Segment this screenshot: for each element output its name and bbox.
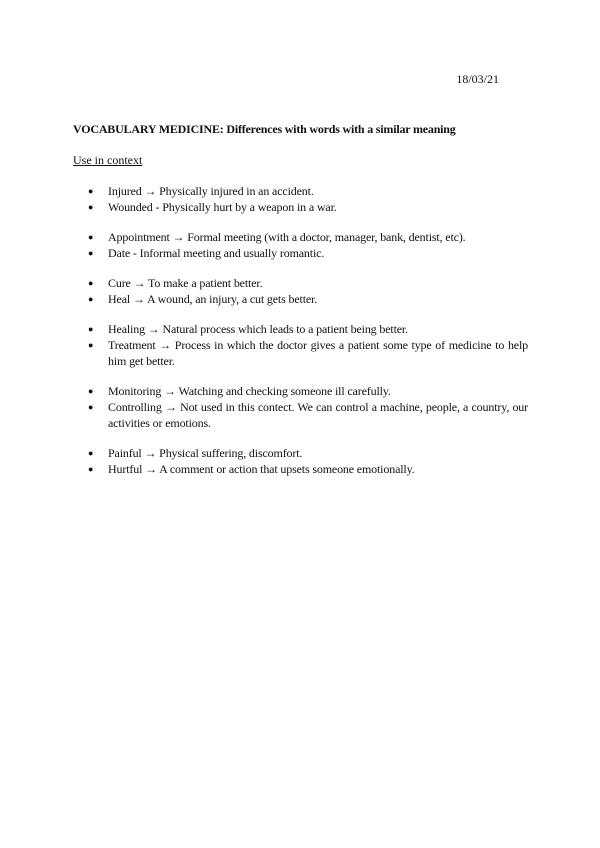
bullet-icon: ● [88,402,94,412]
list-item-text: Controlling → Not used in this contect. We can control a machine, people, a country, our activities or emotions. [108,400,528,430]
bullet-icon: ● [88,248,94,258]
bullet-icon: ● [88,186,94,196]
bullet-icon: ● [88,448,94,458]
list-item-text: Treatment → Process in which the doctor gives a patient some type of medicine to help him get better. [108,338,528,368]
list-item-text: Heal → A wound, an injury, a cut gets better. [108,292,318,306]
document-date: 18/03/21 [456,72,499,86]
list-item [0,291,528,307]
list-item-text: Healing → Natural process which leads to a patient being better. [108,322,408,336]
bullet-icon: ● [88,324,94,334]
list-item-text: Injured → Physically injured in an accident. [108,184,314,198]
list-item [0,399,528,431]
vocabulary-group-cure-heal [0,275,600,307]
bullet-icon: ● [88,464,94,474]
vocabulary-group-monitoring-controlling [0,383,600,431]
list-item [0,183,528,199]
bullet-icon: ● [88,202,94,212]
list-item-text: Date - Informal meeting and usually romantic. [108,246,325,260]
section-heading: Use in context [73,153,143,167]
list-item-text: Appointment → Formal meeting (with a doctor, manager, bank, dentist, etc). [108,230,466,244]
list-item [0,321,528,337]
list-item [0,229,528,245]
list-item [0,383,528,399]
vocabulary-group-injured-wounded [0,183,600,215]
list-item [0,275,528,291]
bullet-icon: ● [88,386,94,396]
bullet-icon: ● [88,294,94,304]
document-title: VOCABULARY MEDICINE: Differences with words with a similar meaning [73,122,456,136]
list-item-text: Monitoring → Watching and checking someone ill carefully. [108,384,391,398]
vocabulary-group-healing-treatment [0,321,600,369]
bullet-icon: ● [88,278,94,288]
list-item [0,199,528,215]
bullet-icon: ● [88,232,94,242]
list-item [0,445,528,461]
list-item [0,337,528,369]
vocabulary-group-painful-hurtful [0,445,600,477]
list-item [0,461,528,477]
list-item-text: Cure → To make a patient better. [108,276,263,290]
vocabulary-group-appointment-date [0,229,600,261]
list-item-text: Wounded - Physically hurt by a weapon in a war. [108,200,337,214]
list-item-text: Hurtful → A comment or action that upsets someone emotionally. [108,462,415,476]
vocabulary-lists [0,183,600,491]
list-item [0,245,528,261]
bullet-icon: ● [88,340,94,350]
list-item-text: Painful → Physical suffering, discomfort. [108,446,303,460]
